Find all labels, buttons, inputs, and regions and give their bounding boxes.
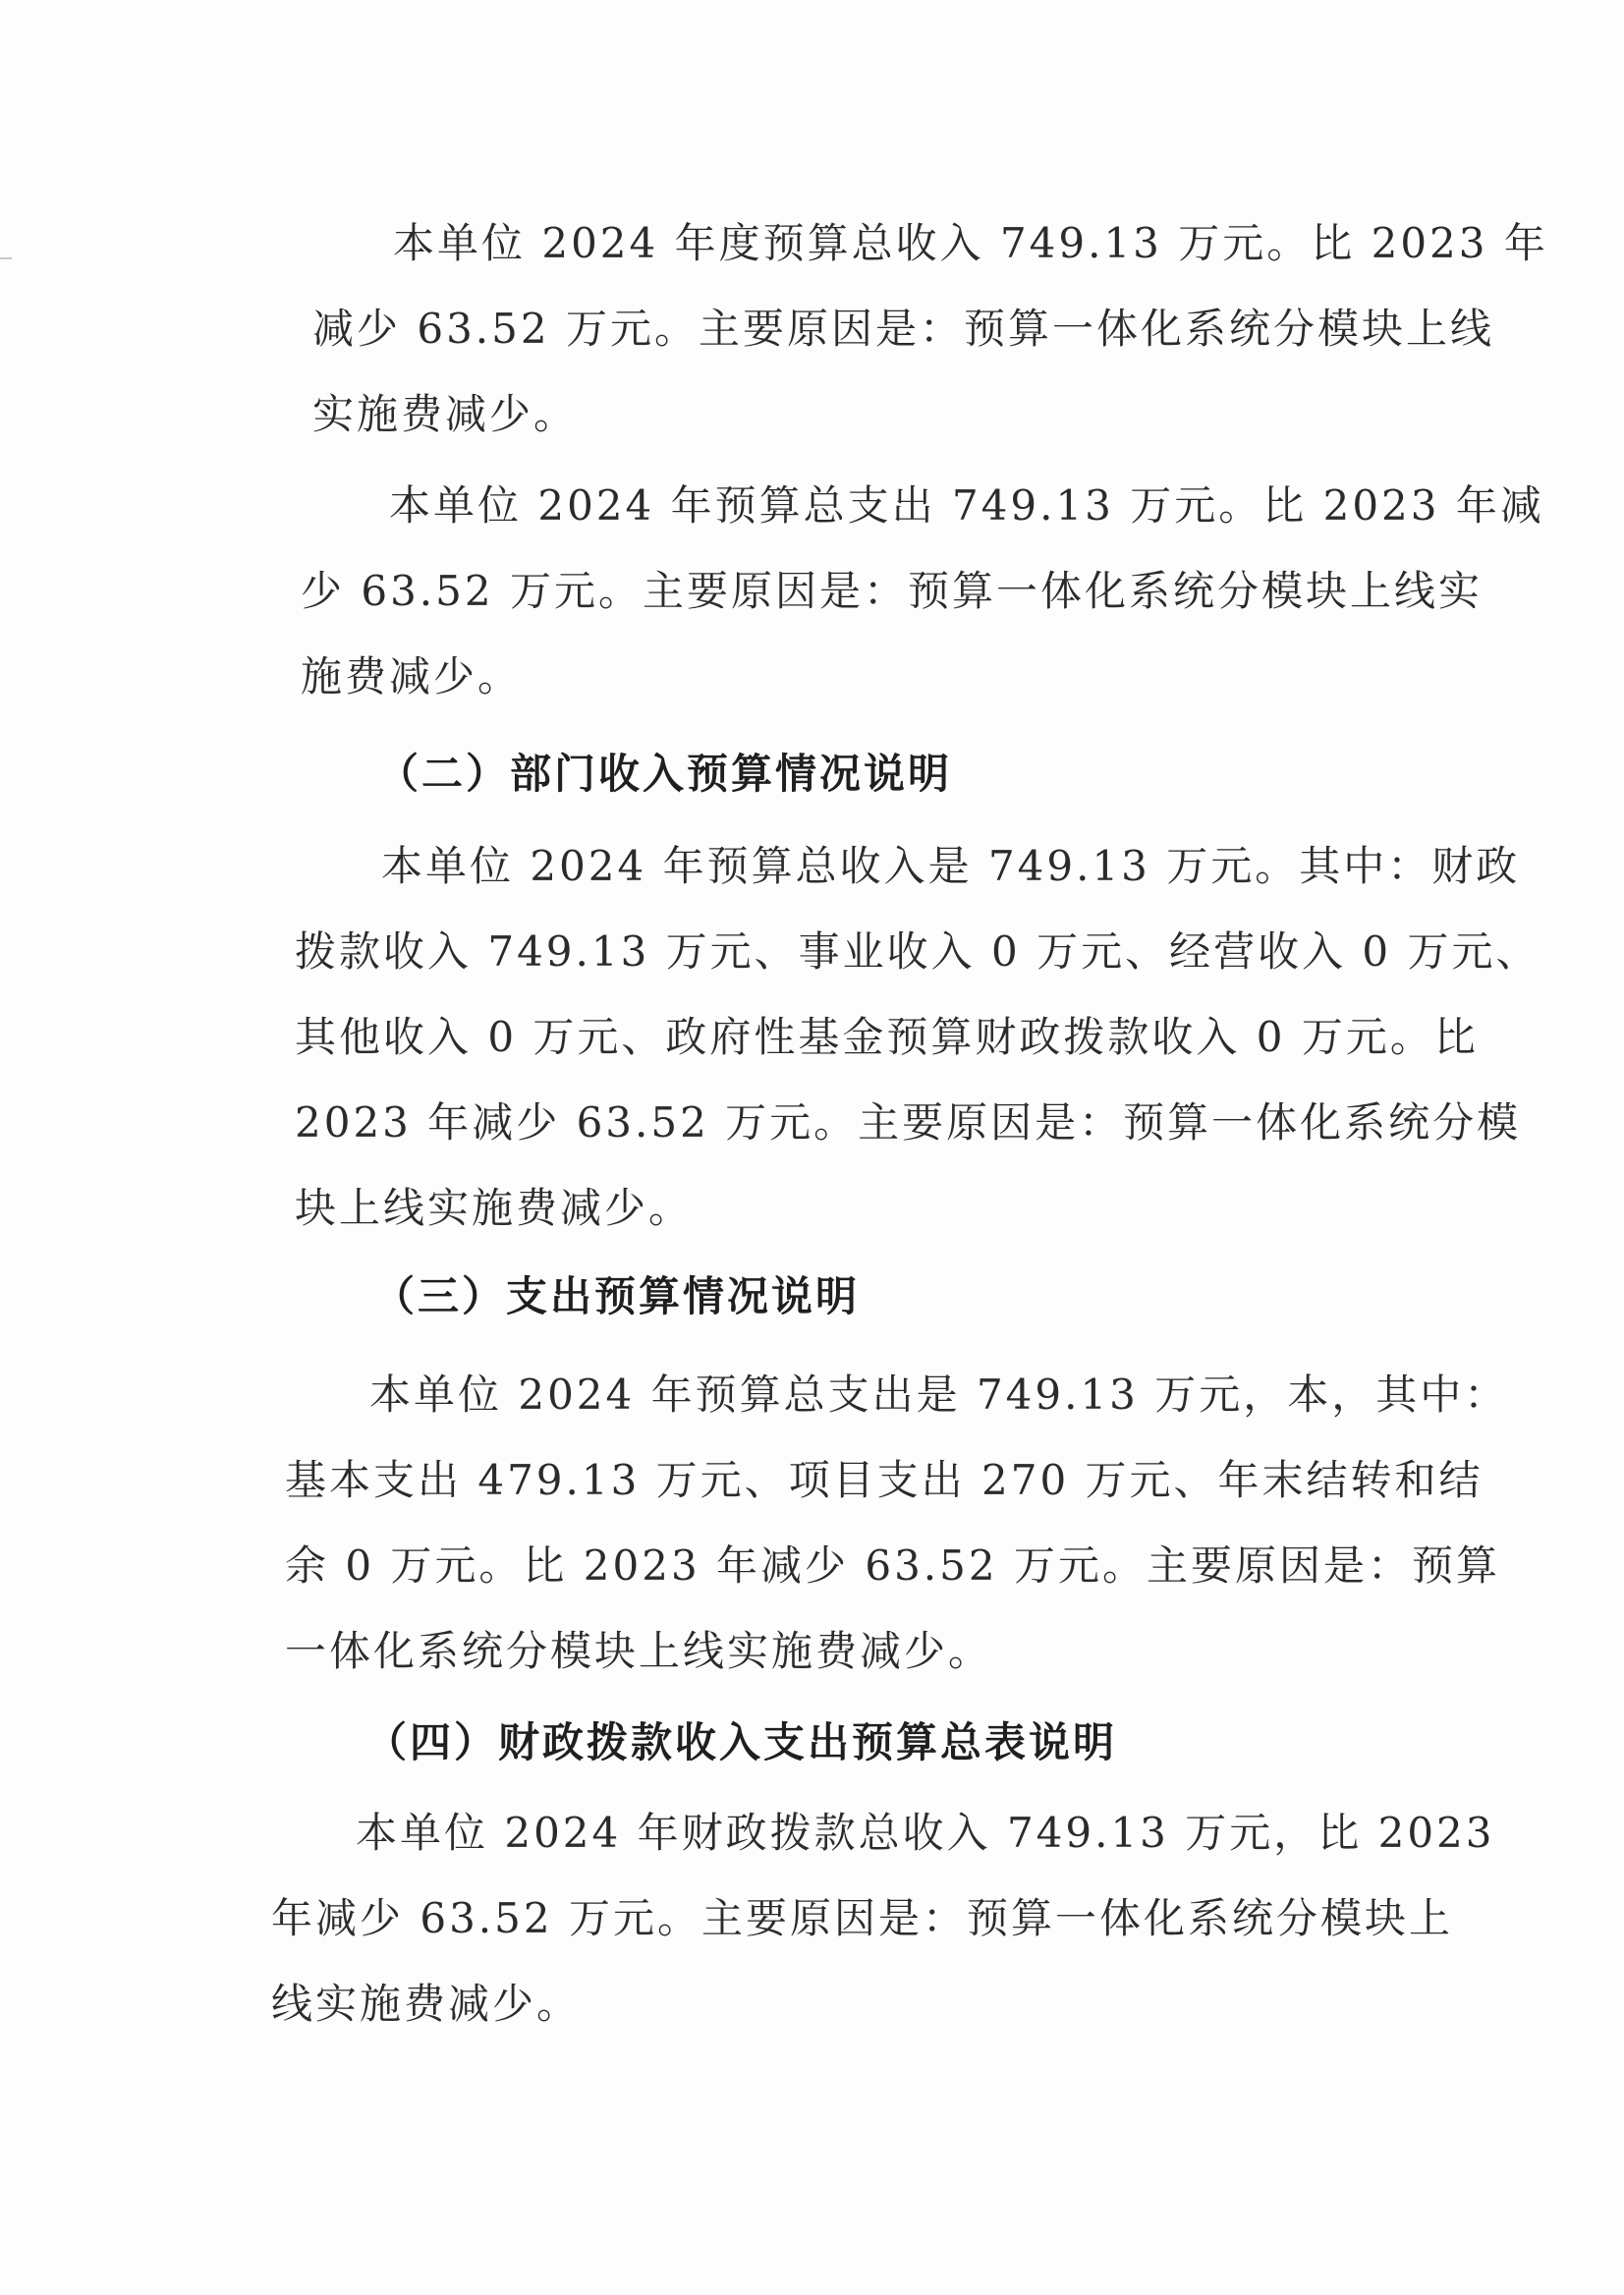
paragraph-line: 拨款收入 749.13 万元、事业收入 0 万元、经营收入 0 万元、 [295,927,1540,976]
paragraph-line: 线实施费减少。 [271,1980,582,2028]
paragraph-line: 施费减少。 [301,652,523,700]
paragraph-line: 年减少 63.52 万元。主要原因是：预算一体化系统分模块上 [271,1894,1453,1942]
paragraph-line: 本单位 2024 年预算总收入是 749.13 万元。其中：财政 [381,842,1521,890]
paragraph-line: 本单位 2024 年预算总支出 749.13 万元。比 2023 年减 [389,481,1544,530]
paragraph-line: 少 63.52 万元。主要原因是：预算一体化系统分模块上线实 [301,567,1483,615]
paragraph-line: 实施费减少。 [312,390,579,438]
paragraph-line: 基本支出 479.13 万元、项目支出 270 万元、年末结转和结 [285,1456,1484,1504]
paragraph-line: 减少 63.52 万元。主要原因是：预算一体化系统分模块上线 [312,305,1494,353]
paragraph-line: 本单位 2024 年度预算总收入 749.13 万元。比 2023 年 [393,219,1548,267]
paragraph-line: 本单位 2024 年预算总支出是 749.13 万元，本，其中： [369,1371,1509,1419]
paragraph-line: 本单位 2024 年财政拨款总收入 749.13 万元，比 2023 [356,1809,1495,1857]
paragraph-line: 2023 年减少 63.52 万元。主要原因是：预算一体化系统分模 [295,1098,1522,1147]
paragraph-line: 块上线实施费减少。 [295,1184,694,1232]
section-heading-expenditure: （三）支出预算情况说明 [373,1272,861,1320]
paragraph-line: 余 0 万元。比 2023 年减少 63.52 万元。主要原因是：预算 [285,1541,1500,1590]
section-heading-income: （二）部门收入预算情况说明 [377,750,953,798]
section-heading-fiscal-appropriation: （四）财政拨款收入支出预算总表说明 [365,1718,1118,1766]
paragraph-line: 其他收入 0 万元、政府性基金预算财政拨款收入 0 万元。比 [295,1013,1479,1061]
paragraph-line: 一体化系统分模块上线实施费减少。 [285,1627,993,1675]
scan-edge-mark [0,257,12,259]
